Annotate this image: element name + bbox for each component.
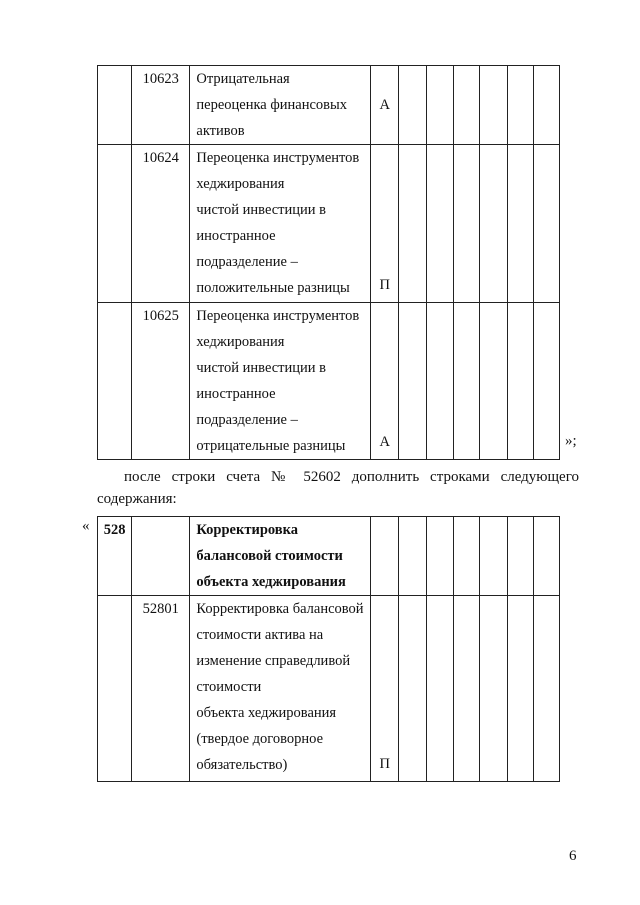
account-name-line: стоимости актива на — [196, 627, 324, 643]
account-type-cell — [371, 145, 399, 303]
account-name-line: подразделение – — [196, 412, 298, 428]
table-row — [98, 517, 560, 596]
empty-cell — [453, 596, 479, 782]
table-row — [98, 66, 560, 145]
account-number: 10625 — [132, 303, 190, 460]
account-name-line: хеджирования — [196, 176, 285, 192]
account-name-line: объекта хеджирования — [196, 574, 346, 590]
instruction-paragraph — [97, 466, 579, 510]
closing-quote: »; — [565, 433, 577, 449]
empty-cell — [479, 596, 507, 782]
empty-cell — [371, 517, 399, 596]
empty-cell — [132, 517, 190, 596]
account-name-line: (твердое договорное — [196, 731, 324, 747]
empty-cell — [533, 596, 559, 782]
account-name-line: переоценка финансовых — [196, 97, 347, 113]
account-name-line: активов — [196, 123, 245, 139]
account-type: П — [379, 756, 390, 772]
empty-cell — [399, 145, 427, 303]
page-number: 6 — [569, 848, 577, 864]
empty-cell — [427, 303, 453, 460]
paragraph-line: содержания: — [97, 491, 177, 507]
empty-cell — [427, 66, 453, 145]
accounts-table-continued — [97, 65, 560, 460]
account-name-line: изменение справедливой — [196, 653, 351, 669]
table-row — [98, 596, 560, 782]
account-number: 10623 — [132, 66, 190, 145]
empty-cell — [427, 145, 453, 303]
table-row — [98, 303, 560, 460]
empty-cell — [533, 145, 559, 303]
account-name-line: отрицательные разницы — [196, 438, 346, 454]
empty-cell — [507, 517, 533, 596]
empty-cell — [399, 303, 427, 460]
account-name — [190, 66, 371, 145]
empty-cell — [399, 596, 427, 782]
empty-cell — [479, 303, 507, 460]
empty-cell — [479, 66, 507, 145]
empty-cell — [98, 66, 132, 145]
empty-cell — [98, 303, 132, 460]
table1-body — [98, 66, 560, 460]
empty-cell — [479, 145, 507, 303]
account-name — [190, 145, 371, 303]
empty-cell — [427, 517, 453, 596]
account-group-code: 528 — [98, 517, 132, 596]
empty-cell — [98, 596, 132, 782]
empty-cell — [453, 303, 479, 460]
empty-cell — [479, 517, 507, 596]
empty-cell — [507, 66, 533, 145]
empty-cell — [98, 145, 132, 303]
account-name — [190, 303, 371, 460]
empty-cell — [507, 596, 533, 782]
empty-cell — [533, 517, 559, 596]
empty-cell — [533, 66, 559, 145]
account-name-line: чистой инвестиции в — [196, 202, 327, 218]
paragraph-line: после строки счета № 52602 дополнить строками следующего — [124, 469, 579, 485]
accounts-table-new — [97, 516, 560, 782]
account-type: П — [379, 277, 390, 293]
empty-cell — [453, 66, 479, 145]
account-name-line: Переоценка инструментов — [196, 308, 360, 324]
account-type: А — [379, 434, 390, 450]
empty-cell — [507, 145, 533, 303]
empty-cell — [453, 517, 479, 596]
account-type-cell — [371, 303, 399, 460]
account-name-line: иностранное — [196, 386, 276, 402]
empty-cell — [399, 517, 427, 596]
empty-cell — [399, 66, 427, 145]
account-name-line: обязательство) — [196, 757, 288, 773]
empty-cell — [507, 303, 533, 460]
account-name-line: положительные разницы — [196, 280, 350, 296]
account-name-line: иностранное — [196, 228, 276, 244]
account-name — [190, 596, 371, 782]
account-number: 10624 — [132, 145, 190, 303]
account-name-line: Отрицательная — [196, 71, 290, 87]
account-name-line: стоимости — [196, 679, 262, 695]
account-type: А — [379, 97, 390, 113]
account-type-cell — [371, 66, 399, 145]
account-name-line: объекта хеджирования — [196, 705, 337, 721]
account-type-cell — [371, 596, 399, 782]
account-number: 52801 — [132, 596, 190, 782]
empty-cell — [453, 145, 479, 303]
account-name-line: подразделение – — [196, 254, 298, 270]
account-name-line: Корректировка балансовой — [196, 601, 364, 617]
account-group-name — [190, 517, 371, 596]
empty-cell — [533, 303, 559, 460]
account-name-line: Переоценка инструментов — [196, 150, 360, 166]
opening-quote: « — [82, 518, 90, 534]
table2-body — [98, 517, 560, 782]
account-name-line: хеджирования — [196, 334, 285, 350]
account-name-line: балансовой стоимости — [196, 548, 343, 564]
account-name-line: чистой инвестиции в — [196, 360, 327, 376]
empty-cell — [427, 596, 453, 782]
account-name-line: Корректировка — [196, 522, 298, 538]
table-row — [98, 145, 560, 303]
